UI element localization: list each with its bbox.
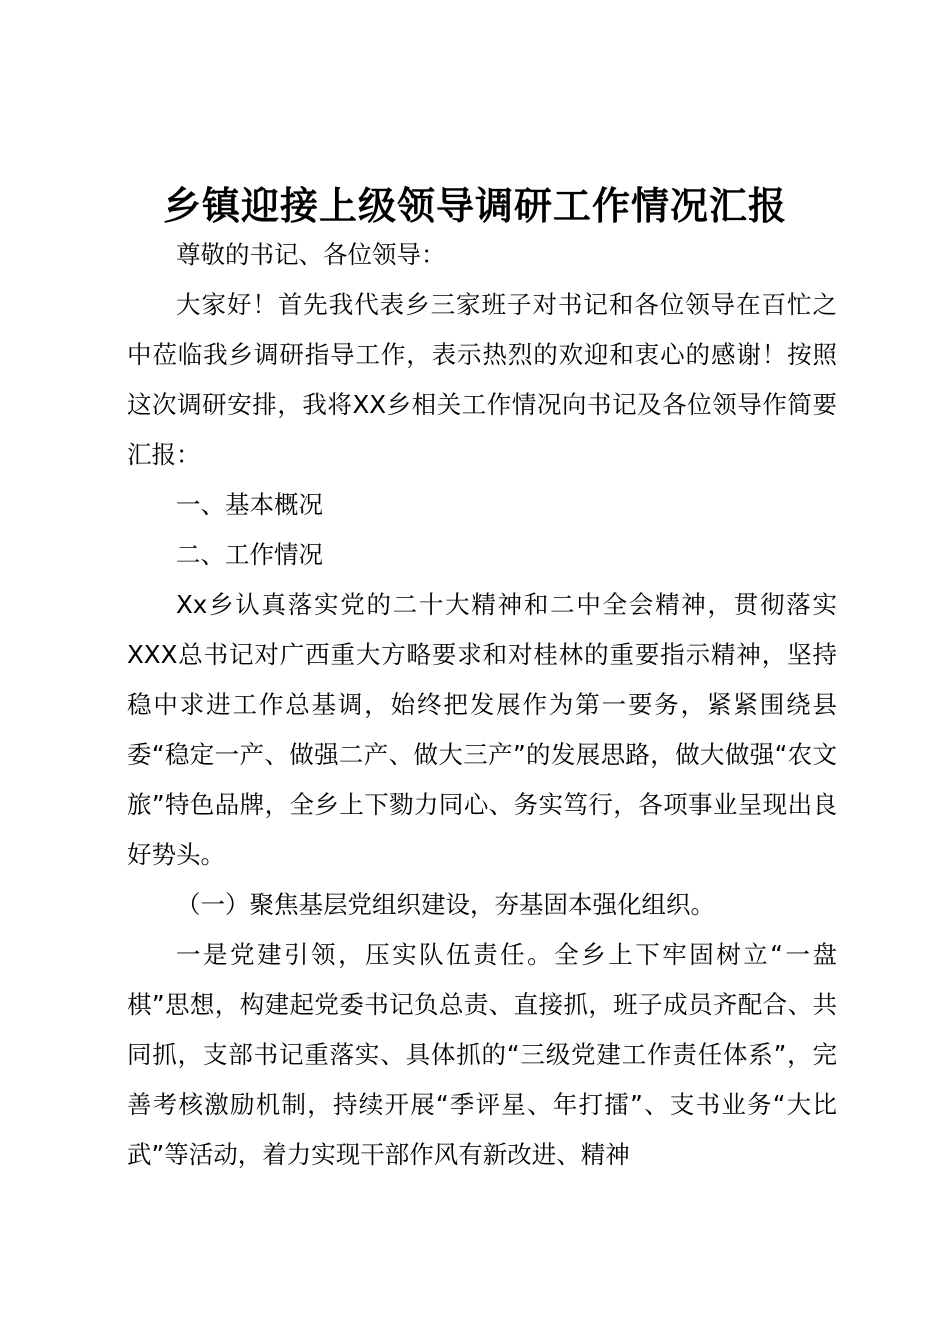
document-title: 乡镇迎接上级领导调研工作情况汇报 (162, 183, 787, 228)
section-heading-basic-overview: 一、基本概况 (176, 490, 323, 519)
greeting-paragraph: 大家好！首先我代表乡三家班子对书记和各位领导在百忙之中莅临我乡调研指导工作，表示热烈的欢迎和衷心的感谢！按照这次调研安排，我将XX乡相关工作情况向书记及各位领导作简要汇报： (127, 290, 837, 469)
subsection-heading-party-building: （一）聚焦基层党组织建设，夯基固本强化组织。 (176, 890, 715, 919)
document-body (127, 230, 837, 1180)
party-building-paragraph: 一是党建引领，压实队伍责任。全乡上下牢固树立“一盘棋”思想，构建起党委书记负总责、直接抓，班子成员齐配合、共同抓，支部书记重落实、具体抓的“三级党建工作责任体系”，完善考核激励机制，持续开展“季评星、年打擂”、支书业务“大比武”等活动，着力实现干部作风有新改进、精神 (127, 940, 837, 1169)
salutation-paragraph: 尊敬的书记、各位领导： (176, 240, 446, 269)
work-summary-paragraph: Xx乡认真落实党的二十大精神和二中全会精神，贯彻落实XXX总书记对广西重大方略要求和对桂林的重要指示精神，坚持稳中求进工作总基调，始终把发展作为第一要务，紧紧围绕县委“稳定一产、做强二产、做大三产”的发展思路，做大做强“农文旅”特色品牌，全乡上下勠力同心、务实笃行，各项事业呈现出良好势头。 (127, 590, 837, 869)
section-heading-work-status: 二、工作情况 (176, 540, 323, 569)
